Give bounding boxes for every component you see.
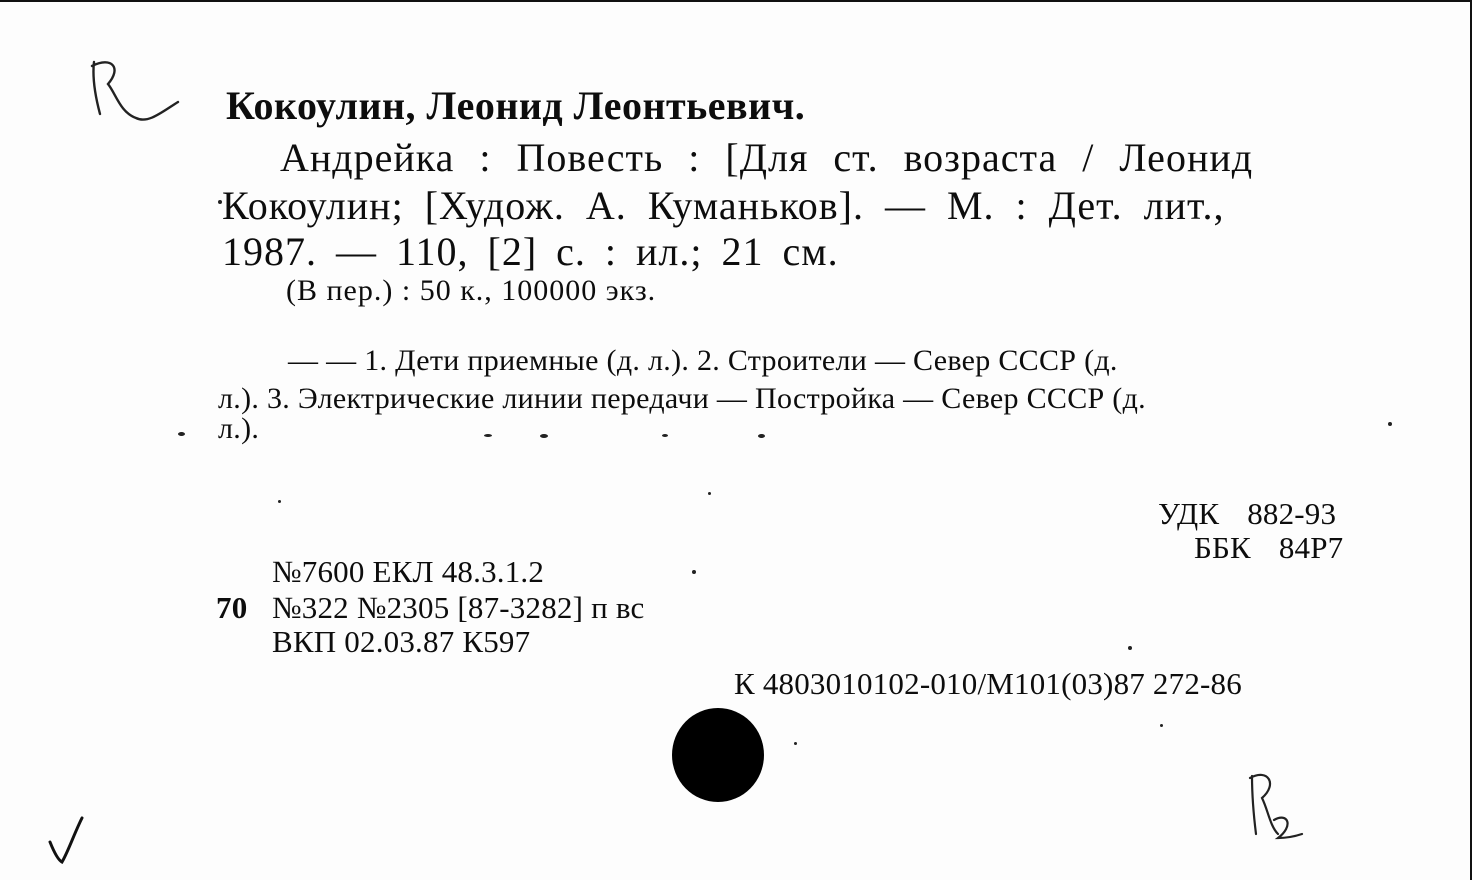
imprint-line: Кокоулин; [Худож. А. Куманьков]. — М. : Дет. лит., xyxy=(222,183,1225,228)
scan-speck xyxy=(1160,724,1163,727)
scan-speck xyxy=(708,492,711,495)
scan-speck xyxy=(794,742,797,745)
punch-hole xyxy=(672,708,764,802)
control-line-3: ВКП 02.03.87 К597 xyxy=(272,624,531,659)
scan-speck xyxy=(540,434,548,438)
scan-speck xyxy=(692,570,696,574)
handwritten-mark-bottom-right xyxy=(1244,768,1314,848)
scan-speck xyxy=(1128,646,1132,650)
scan-speck xyxy=(278,500,281,503)
control-line-2: №322 №2305 [87-3282] п вс xyxy=(272,590,645,625)
scan-speck xyxy=(1388,422,1392,426)
udk-code: УДК 882-93 xyxy=(1158,496,1337,531)
price-line: (В пер.) : 50 к., 100000 экз. xyxy=(286,274,657,307)
subject-line-2: л.). 3. Электрические линии передачи — Постройка — Север СССР (д. xyxy=(218,382,1146,415)
scan-speck xyxy=(484,434,492,437)
author-heading: Кокоулин, Леонид Леонтьевич. xyxy=(226,83,806,128)
control-prefix: 70 xyxy=(216,590,248,625)
handwritten-mark-top-left xyxy=(82,54,192,134)
control-line-1: №7600 ЕКЛ 48.3.1.2 xyxy=(272,554,545,589)
scan-speck xyxy=(758,434,765,438)
scan-speck xyxy=(218,200,222,204)
bbk-code: ББК 84Р7 xyxy=(1194,530,1344,565)
catalog-code: К 4803010102-010/М101(03)87 272-86 xyxy=(734,666,1242,701)
handwritten-check-mark xyxy=(44,812,94,868)
collation-line: 1987. — 110, [2] с. : ил.; 21 см. xyxy=(222,229,839,274)
title-line: Андрейка : Повесть : [Для ст. возраста / Леонид xyxy=(280,135,1254,180)
subject-line-1: — — 1. Дети приемные (д. л.). 2. Строители — Север СССР (д. xyxy=(288,344,1118,377)
scan-speck xyxy=(662,434,668,437)
subject-line-3: л.). xyxy=(218,412,260,445)
scan-speck xyxy=(178,432,185,436)
